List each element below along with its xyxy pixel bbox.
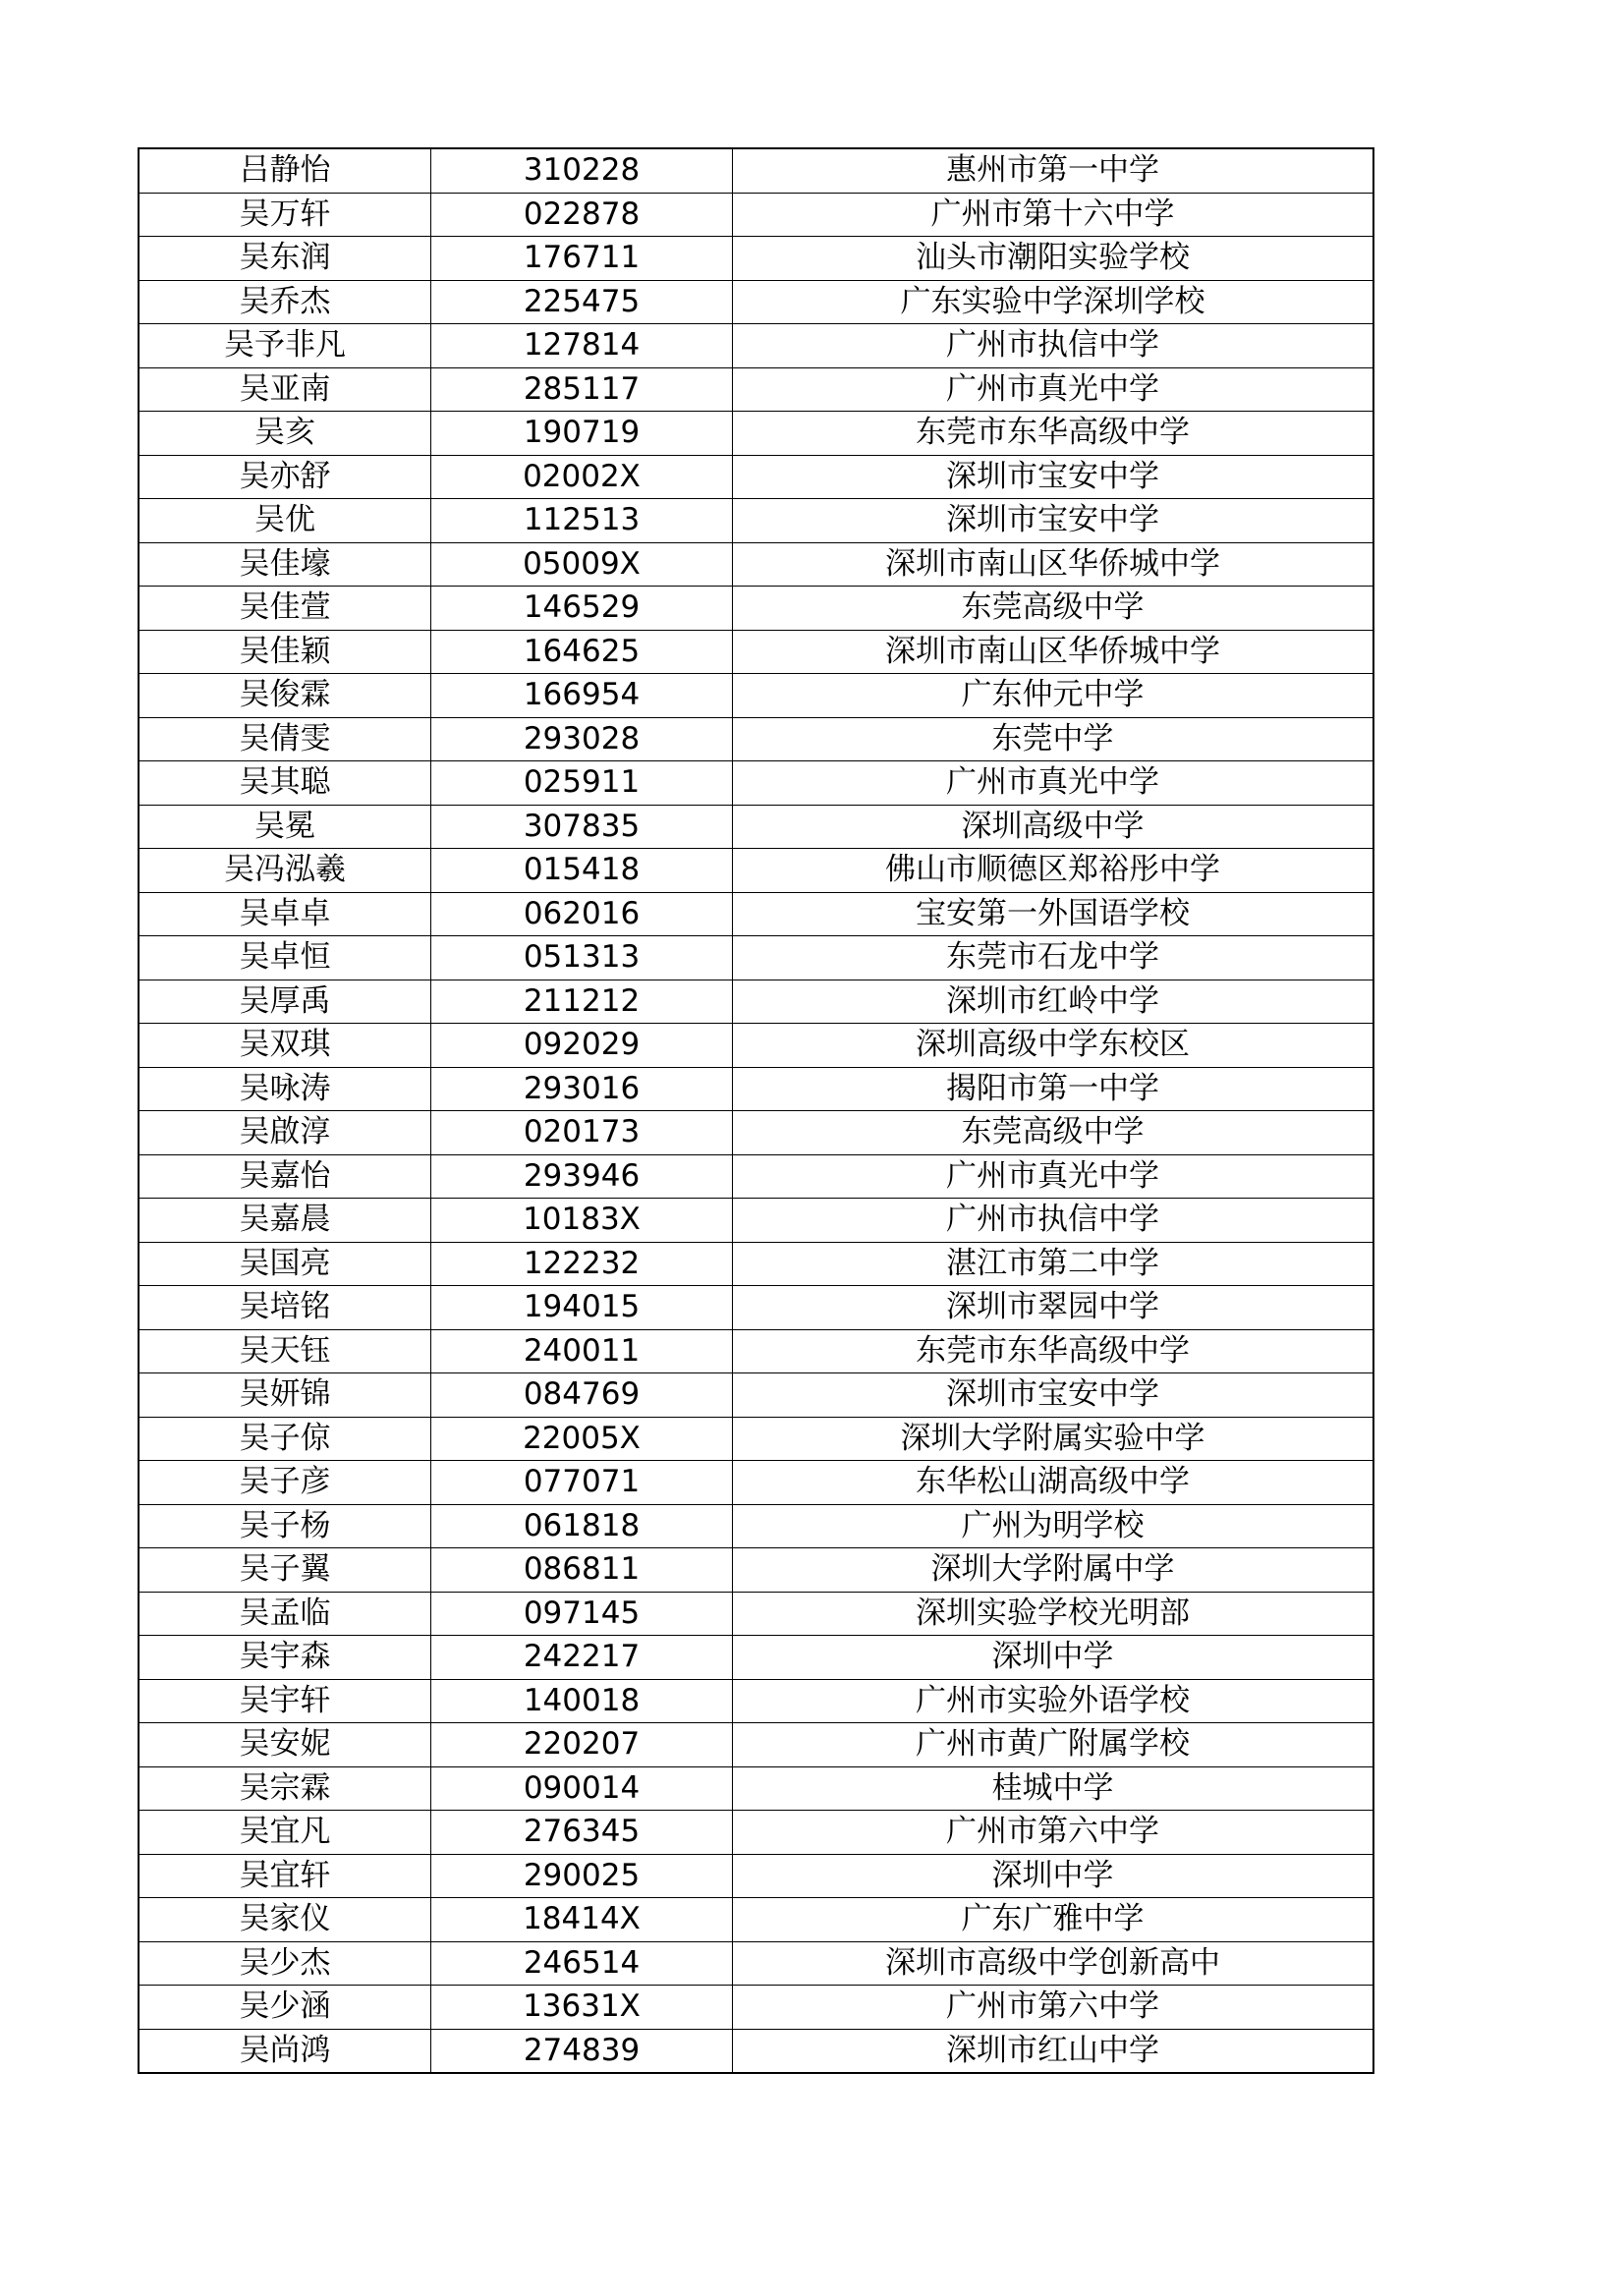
table-row: [139, 324, 1373, 368]
student-name-cell: 吴宜轩: [139, 1854, 431, 1898]
student-id-cell: 086811: [431, 1548, 733, 1593]
student-id-cell: 062016: [431, 892, 733, 936]
student-id-cell: 146529: [431, 587, 733, 631]
table-row: [139, 1854, 1373, 1898]
table-row: [139, 892, 1373, 936]
school-name-cell: 深圳市翠园中学: [733, 1286, 1374, 1330]
student-id-cell: 285117: [431, 367, 733, 412]
school-name-cell: 广州市第十六中学: [733, 193, 1374, 237]
student-name-cell: 吴东润: [139, 237, 431, 281]
student-name-cell: 吴咏涛: [139, 1067, 431, 1111]
student-name-cell: 吴子彦: [139, 1461, 431, 1505]
school-name-cell: 广州市第六中学: [733, 1811, 1374, 1855]
school-name-cell: 东莞市东华高级中学: [733, 1329, 1374, 1373]
student-name-cell: 吴亦舒: [139, 455, 431, 499]
school-name-cell: 深圳市宝安中学: [733, 499, 1374, 543]
table-row: [139, 717, 1373, 761]
student-name-cell: 吴孟临: [139, 1592, 431, 1636]
table-row: [139, 1504, 1373, 1548]
table-row: [139, 936, 1373, 980]
school-name-cell: 宝安第一外国语学校: [733, 892, 1374, 936]
table-row: [139, 1636, 1373, 1680]
table-row: [139, 1373, 1373, 1418]
roster-table: [138, 147, 1374, 2074]
school-name-cell: 惠州市第一中学: [733, 148, 1374, 193]
student-id-cell: 092029: [431, 1024, 733, 1068]
school-name-cell: 广州市真光中学: [733, 367, 1374, 412]
school-name-cell: 深圳市宝安中学: [733, 1373, 1374, 1418]
student-name-cell: 吴亚南: [139, 367, 431, 412]
table-row: [139, 455, 1373, 499]
student-id-cell: 276345: [431, 1811, 733, 1855]
school-name-cell: 深圳市宝安中学: [733, 455, 1374, 499]
student-id-cell: 020173: [431, 1111, 733, 1155]
table-row: [139, 1986, 1373, 2030]
student-id-cell: 176711: [431, 237, 733, 281]
student-id-cell: 112513: [431, 499, 733, 543]
student-name-cell: 吴亥: [139, 412, 431, 456]
student-id-cell: 127814: [431, 324, 733, 368]
table-row: [139, 237, 1373, 281]
school-name-cell: 佛山市顺德区郑裕彤中学: [733, 849, 1374, 893]
student-id-cell: 293946: [431, 1154, 733, 1199]
student-id-cell: 051313: [431, 936, 733, 980]
student-name-cell: 吴子翼: [139, 1548, 431, 1593]
school-name-cell: 汕头市潮阳实验学校: [733, 237, 1374, 281]
school-name-cell: 广州市执信中学: [733, 324, 1374, 368]
student-id-cell: 307835: [431, 805, 733, 849]
student-id-cell: 310228: [431, 148, 733, 193]
student-name-cell: 吴宜凡: [139, 1811, 431, 1855]
school-name-cell: 广州为明学校: [733, 1504, 1374, 1548]
school-name-cell: 桂城中学: [733, 1766, 1374, 1811]
student-name-cell: 吴冕: [139, 805, 431, 849]
school-name-cell: 深圳大学附属中学: [733, 1548, 1374, 1593]
student-id-cell: 22005X: [431, 1417, 733, 1461]
table-row: [139, 1329, 1373, 1373]
student-id-cell: 025911: [431, 761, 733, 806]
table-row: [139, 980, 1373, 1024]
student-name-cell: 吕静怡: [139, 148, 431, 193]
roster-body: [139, 148, 1373, 2073]
student-name-cell: 吴卓恒: [139, 936, 431, 980]
table-row: [139, 805, 1373, 849]
table-row: [139, 280, 1373, 324]
school-name-cell: 广东实验中学深圳学校: [733, 280, 1374, 324]
table-row: [139, 1548, 1373, 1593]
student-id-cell: 166954: [431, 674, 733, 718]
student-id-cell: 10183X: [431, 1199, 733, 1243]
student-name-cell: 吴嘉晨: [139, 1199, 431, 1243]
student-name-cell: 吴卓卓: [139, 892, 431, 936]
student-name-cell: 吴少杰: [139, 1941, 431, 1986]
student-id-cell: 18414X: [431, 1898, 733, 1942]
student-id-cell: 13631X: [431, 1986, 733, 2030]
student-name-cell: 吴倩雯: [139, 717, 431, 761]
student-name-cell: 吴少涵: [139, 1986, 431, 2030]
table-row: [139, 630, 1373, 674]
table-row: [139, 1723, 1373, 1767]
table-row: [139, 148, 1373, 193]
table-row: [139, 542, 1373, 587]
student-name-cell: 吴妍锦: [139, 1373, 431, 1418]
table-row: [139, 412, 1373, 456]
student-name-cell: 吴宗霖: [139, 1766, 431, 1811]
table-row: [139, 1417, 1373, 1461]
table-row: [139, 587, 1373, 631]
student-name-cell: 吴子倞: [139, 1417, 431, 1461]
student-name-cell: 吴家仪: [139, 1898, 431, 1942]
table-row: [139, 1679, 1373, 1723]
student-id-cell: 290025: [431, 1854, 733, 1898]
student-id-cell: 090014: [431, 1766, 733, 1811]
table-row: [139, 1067, 1373, 1111]
student-id-cell: 194015: [431, 1286, 733, 1330]
student-id-cell: 097145: [431, 1592, 733, 1636]
student-name-cell: 吴国亮: [139, 1242, 431, 1286]
student-name-cell: 吴佳颖: [139, 630, 431, 674]
student-id-cell: 293028: [431, 717, 733, 761]
school-name-cell: 广州市黄广附属学校: [733, 1723, 1374, 1767]
table-row: [139, 1024, 1373, 1068]
table-row: [139, 1766, 1373, 1811]
school-name-cell: 东莞市石龙中学: [733, 936, 1374, 980]
student-name-cell: 吴俊霖: [139, 674, 431, 718]
table-row: [139, 849, 1373, 893]
school-name-cell: 广州市实验外语学校: [733, 1679, 1374, 1723]
student-name-cell: 吴子杨: [139, 1504, 431, 1548]
school-name-cell: 深圳高级中学: [733, 805, 1374, 849]
student-id-cell: 02002X: [431, 455, 733, 499]
student-id-cell: 190719: [431, 412, 733, 456]
table-row: [139, 367, 1373, 412]
student-name-cell: 吴优: [139, 499, 431, 543]
school-name-cell: 深圳中学: [733, 1854, 1374, 1898]
school-name-cell: 广州市真光中学: [733, 1154, 1374, 1199]
student-id-cell: 022878: [431, 193, 733, 237]
student-name-cell: 吴嘉怡: [139, 1154, 431, 1199]
student-name-cell: 吴啟淳: [139, 1111, 431, 1155]
school-name-cell: 东莞高级中学: [733, 587, 1374, 631]
school-name-cell: 东莞中学: [733, 717, 1374, 761]
student-id-cell: 211212: [431, 980, 733, 1024]
table-row: [139, 1592, 1373, 1636]
student-id-cell: 084769: [431, 1373, 733, 1418]
table-row: [139, 193, 1373, 237]
student-name-cell: 吴佳萱: [139, 587, 431, 631]
student-name-cell: 吴万轩: [139, 193, 431, 237]
school-name-cell: 揭阳市第一中学: [733, 1067, 1374, 1111]
school-name-cell: 东华松山湖高级中学: [733, 1461, 1374, 1505]
table-row: [139, 499, 1373, 543]
table-row: [139, 1941, 1373, 1986]
school-name-cell: 湛江市第二中学: [733, 1242, 1374, 1286]
school-name-cell: 广州市真光中学: [733, 761, 1374, 806]
school-name-cell: 广东仲元中学: [733, 674, 1374, 718]
student-name-cell: 吴冯泓羲: [139, 849, 431, 893]
school-name-cell: 深圳中学: [733, 1636, 1374, 1680]
school-name-cell: 广州市执信中学: [733, 1199, 1374, 1243]
student-name-cell: 吴天钰: [139, 1329, 431, 1373]
student-name-cell: 吴宇森: [139, 1636, 431, 1680]
table-row: [139, 1811, 1373, 1855]
table-row: [139, 1199, 1373, 1243]
school-name-cell: 深圳市红岭中学: [733, 980, 1374, 1024]
student-name-cell: 吴培铭: [139, 1286, 431, 1330]
student-name-cell: 吴宇轩: [139, 1679, 431, 1723]
student-name-cell: 吴予非凡: [139, 324, 431, 368]
school-name-cell: 深圳市高级中学创新高中: [733, 1941, 1374, 1986]
school-name-cell: 深圳市南山区华侨城中学: [733, 542, 1374, 587]
table-row: [139, 674, 1373, 718]
student-name-cell: 吴厚禹: [139, 980, 431, 1024]
student-id-cell: 240011: [431, 1329, 733, 1373]
school-name-cell: 深圳市南山区华侨城中学: [733, 630, 1374, 674]
table-row: [139, 1242, 1373, 1286]
student-id-cell: 220207: [431, 1723, 733, 1767]
school-name-cell: 东莞高级中学: [733, 1111, 1374, 1155]
table-row: [139, 1111, 1373, 1155]
school-name-cell: 深圳高级中学东校区: [733, 1024, 1374, 1068]
table-row: [139, 1898, 1373, 1942]
table-row: [139, 2029, 1373, 2073]
school-name-cell: 深圳市红山中学: [733, 2029, 1374, 2073]
student-name-cell: 吴尚鸿: [139, 2029, 431, 2073]
student-name-cell: 吴安妮: [139, 1723, 431, 1767]
student-id-cell: 164625: [431, 630, 733, 674]
student-id-cell: 122232: [431, 1242, 733, 1286]
school-name-cell: 广州市第六中学: [733, 1986, 1374, 2030]
school-name-cell: 深圳实验学校光明部: [733, 1592, 1374, 1636]
table-row: [139, 1154, 1373, 1199]
student-name-cell: 吴佳壕: [139, 542, 431, 587]
student-name-cell: 吴双琪: [139, 1024, 431, 1068]
student-name-cell: 吴其聪: [139, 761, 431, 806]
school-name-cell: 东莞市东华高级中学: [733, 412, 1374, 456]
table-row: [139, 761, 1373, 806]
student-id-cell: 140018: [431, 1679, 733, 1723]
school-name-cell: 广东广雅中学: [733, 1898, 1374, 1942]
table-row: [139, 1286, 1373, 1330]
student-id-cell: 061818: [431, 1504, 733, 1548]
student-id-cell: 293016: [431, 1067, 733, 1111]
student-id-cell: 225475: [431, 280, 733, 324]
school-name-cell: 深圳大学附属实验中学: [733, 1417, 1374, 1461]
student-name-cell: 吴乔杰: [139, 280, 431, 324]
student-id-cell: 274839: [431, 2029, 733, 2073]
student-id-cell: 242217: [431, 1636, 733, 1680]
student-id-cell: 077071: [431, 1461, 733, 1505]
student-id-cell: 015418: [431, 849, 733, 893]
student-id-cell: 246514: [431, 1941, 733, 1986]
table-row: [139, 1461, 1373, 1505]
student-id-cell: 05009X: [431, 542, 733, 587]
